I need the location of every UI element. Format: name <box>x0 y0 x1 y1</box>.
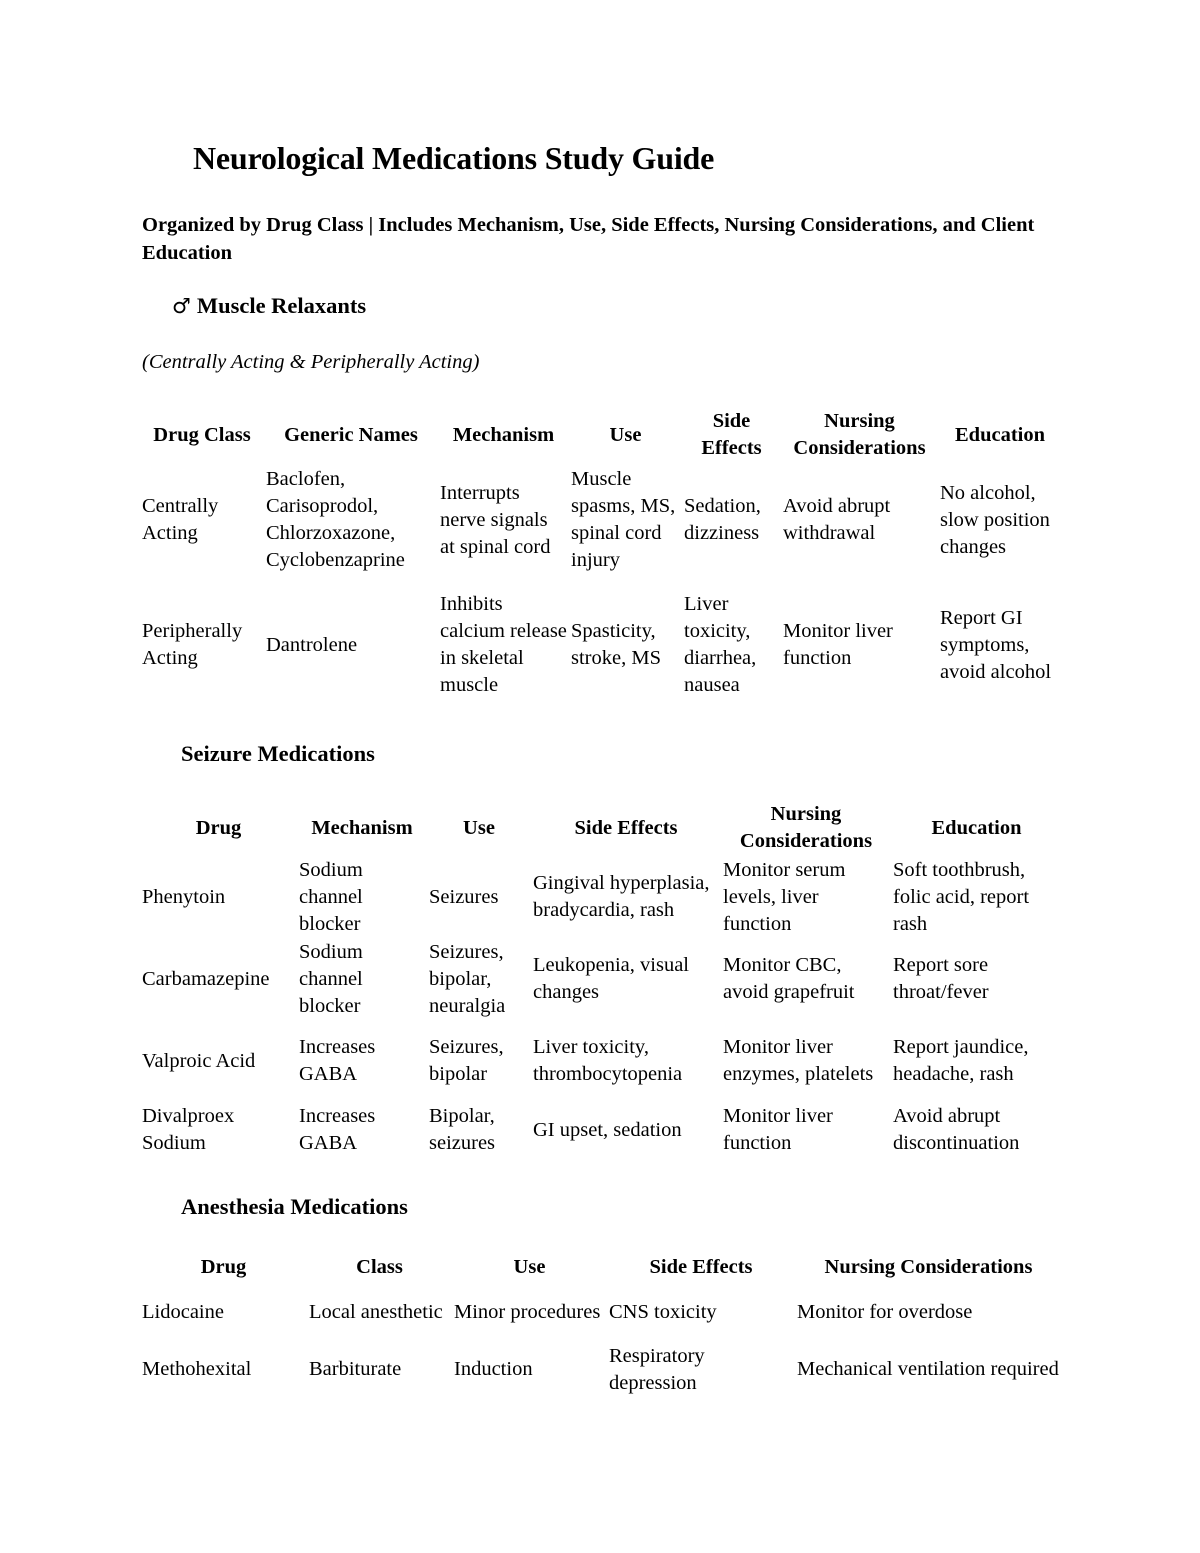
table-header-row <box>140 1250 1062 1284</box>
column-header: Side Effects <box>574 816 678 839</box>
anesthesia-medications-table <box>140 1250 1062 1398</box>
table-cell: Monitor liver enzymes, platelets <box>723 1036 874 1085</box>
table-row <box>140 465 1062 575</box>
table-row <box>140 1020 1062 1102</box>
page-title: Neurological Medications Study Guide <box>193 140 715 176</box>
muscle-relaxants-heading-text: Muscle Relaxants <box>196 293 367 318</box>
table-cell: Seizures, bipolar <box>429 1036 504 1085</box>
column-header: Mechanism <box>311 816 413 839</box>
table-row <box>140 1284 1062 1341</box>
table-cell: Carbamazepine <box>142 967 270 990</box>
table-cell: Increases GABA <box>299 1105 376 1154</box>
muscle-relaxants-note: (Centrally Acting & Peripherally Acting) <box>142 351 480 373</box>
table-cell: Respiratory depression <box>609 1344 705 1394</box>
table-cell: Avoid abrupt withdrawal <box>783 495 891 544</box>
table-cell: Report sore throat/fever <box>893 954 989 1003</box>
table-cell: Sodium channel blocker <box>299 858 363 935</box>
table-cell: Leukopenia, visual changes <box>533 954 689 1003</box>
table-cell: Divalproex Sodium <box>142 1105 235 1154</box>
column-header: Class <box>356 1255 403 1278</box>
table-cell: Report jaundice, headache, rash <box>893 1036 1029 1085</box>
table-cell: Liver toxicity, thrombocytopenia <box>533 1036 683 1085</box>
table-cell: Spasticity, stroke, MS <box>571 620 661 669</box>
table-cell: Seizures, bipolar, neuralgia <box>429 940 506 1017</box>
table-header-row <box>140 405 1062 465</box>
table-row <box>140 1102 1062 1158</box>
table-cell: Monitor for overdose <box>797 1301 973 1323</box>
table-cell: Baclofen, Carisoprodol, Chlorzoxazone, Cyclobenzaprine <box>266 468 405 571</box>
seizure-medications-heading: Seizure Medications <box>181 741 375 766</box>
male-sign-icon: ♂ <box>172 294 191 318</box>
muscle-relaxants-table <box>140 405 1062 715</box>
table-cell: Bipolar, seizures <box>429 1105 496 1154</box>
table-cell: Local anesthetic <box>309 1301 443 1323</box>
table-cell: Centrally Acting <box>142 495 219 544</box>
table-cell: Barbiturate <box>309 1358 402 1380</box>
table-cell: Muscle spasms, MS, spinal cord injury <box>571 468 676 571</box>
column-header: Education <box>955 423 1045 446</box>
table-cell: Avoid abrupt discontinuation <box>893 1105 1020 1154</box>
table-cell: Monitor liver function <box>723 1105 833 1154</box>
column-header: Side Effects <box>701 410 762 459</box>
table-cell: Lidocaine <box>142 1301 224 1323</box>
table-cell: Mechanical ventilation required <box>797 1358 1059 1380</box>
table-cell: Sodium channel blocker <box>299 940 363 1017</box>
table-cell: Seizures <box>429 885 499 908</box>
anesthesia-medications-heading: Anesthesia Medications <box>181 1194 408 1219</box>
table-cell: Dantrolene <box>266 633 358 656</box>
column-header: Use <box>463 816 495 839</box>
table-cell: Phenytoin <box>142 885 226 908</box>
table-cell: GI upset, sedation <box>533 1118 682 1141</box>
column-header: Nursing Considerations <box>824 1255 1033 1278</box>
table-cell: Methohexital <box>142 1358 252 1380</box>
column-header: Use <box>513 1255 546 1278</box>
table-header-row <box>140 800 1062 856</box>
table-cell: Report GI symptoms, avoid alcohol <box>940 606 1052 683</box>
page-subtitle: Organized by Drug Class | Includes Mechanism, Use, Side Effects, Nursing Considerations, and Client Education <box>142 214 1035 264</box>
column-header: Side Effects <box>649 1255 753 1278</box>
table-cell: Increases GABA <box>299 1036 376 1085</box>
table-cell: Soft toothbrush, folic acid, report rash <box>893 858 1030 935</box>
table-cell: Minor procedures <box>454 1301 601 1323</box>
column-header: Drug <box>195 816 242 839</box>
table-cell: No alcohol, slow position changes <box>940 481 1050 558</box>
column-header: Education <box>931 816 1022 839</box>
column-header: Nursing Considerations <box>793 410 926 459</box>
column-header: Use <box>609 423 642 446</box>
table-cell: Monitor CBC, avoid grapefruit <box>723 954 855 1003</box>
table-cell: Gingival hyperplasia, bradycardia, rash <box>533 872 710 921</box>
table-cell: Inhibits calcium release in skeletal muscle <box>440 593 567 696</box>
seizure-medications-table <box>140 800 1062 1158</box>
table-cell: CNS toxicity <box>609 1301 717 1323</box>
table-cell: Interrupts nerve signals at spinal cord <box>440 481 551 558</box>
column-header: Drug Class <box>153 423 251 446</box>
column-header: Drug <box>200 1255 247 1278</box>
column-header: Nursing Considerations <box>739 803 873 852</box>
table-cell: Peripherally Acting <box>142 620 243 669</box>
table-row <box>140 575 1062 715</box>
muscle-relaxants-heading <box>172 293 366 319</box>
column-header: Generic Names <box>284 423 418 446</box>
table-cell: Induction <box>454 1358 533 1380</box>
table-cell: Monitor serum levels, liver function <box>723 858 846 935</box>
table-cell: Sedation, dizziness <box>684 495 761 544</box>
column-header: Mechanism <box>452 423 555 446</box>
table-cell: Monitor liver function <box>783 620 893 669</box>
table-row <box>140 1341 1062 1398</box>
table-row <box>140 856 1062 938</box>
table-cell: Liver toxicity, diarrhea, nausea <box>684 593 757 696</box>
table-cell: Valproic Acid <box>142 1049 256 1072</box>
table-row <box>140 938 1062 1020</box>
